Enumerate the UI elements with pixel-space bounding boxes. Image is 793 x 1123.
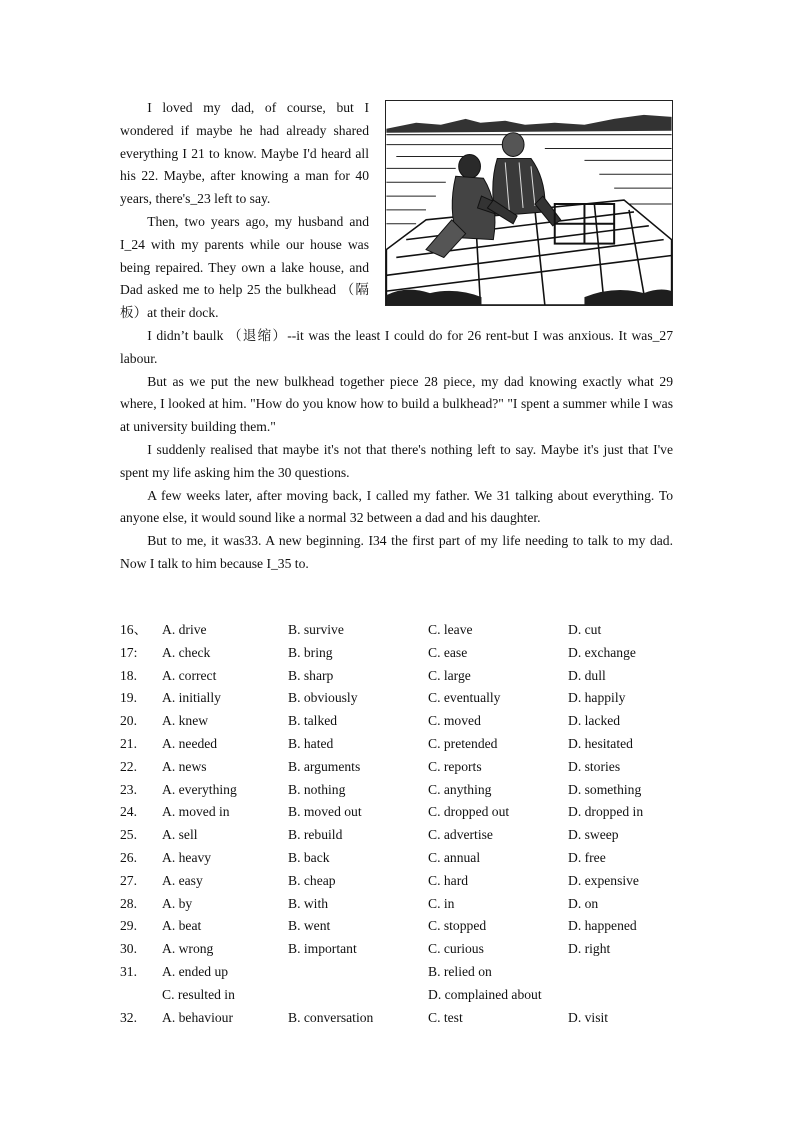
question-number: 32. — [120, 1009, 137, 1025]
question-number: 31. — [120, 963, 137, 979]
option-a: A. check — [162, 644, 211, 660]
question-row-17 — [120, 642, 680, 665]
option-b: B. cheap — [288, 872, 336, 888]
option-d: D. sweep — [568, 827, 619, 843]
option-b: B. rebuild — [288, 827, 343, 843]
option-d: D. expensive — [568, 872, 639, 888]
option-c: C. annual — [428, 849, 481, 865]
option-d: D. lacked — [568, 713, 621, 729]
option-d: D. exchange — [568, 644, 636, 660]
option-d: D. happened — [568, 918, 637, 934]
question-row-25 — [120, 824, 680, 847]
option-b: B. back — [288, 849, 330, 865]
option-b: B. with — [288, 895, 329, 911]
option-a: A. by — [162, 895, 193, 911]
option-a: A. needed — [162, 735, 218, 751]
option-b: B. went — [288, 918, 331, 934]
question-number: 17: — [120, 644, 138, 660]
question-row-18 — [120, 665, 680, 688]
question-row-27 — [120, 870, 680, 893]
question-row-28 — [120, 893, 680, 916]
question-row-31-line-2 — [120, 984, 680, 1007]
option-b: B. nothing — [288, 781, 346, 797]
question-row-31-line-1 — [120, 961, 680, 984]
question-row-29 — [120, 915, 680, 938]
option-d: D. dull — [568, 667, 606, 683]
option-b: B. hated — [288, 735, 334, 751]
paragraph-3: I didn’t baulk （退缩）--it was the least I could do for 26 rent-but I was anxious. It was_27 labour. — [120, 327, 673, 366]
question-number: 28. — [120, 895, 137, 911]
option-b: B. bring — [288, 644, 333, 660]
option-c: C. dropped out — [428, 804, 510, 820]
option-d: D. free — [568, 849, 606, 865]
option-c: C. resulted in — [162, 986, 235, 1002]
question-number: 25. — [120, 827, 137, 843]
illustration-drawing — [386, 101, 672, 305]
option-a: A. easy — [162, 872, 203, 888]
option-a: A. moved in — [162, 804, 230, 820]
option-a: A. initially — [162, 690, 221, 706]
option-a: A. wrong — [162, 941, 214, 957]
option-b: B. sharp — [288, 667, 334, 683]
question-number: 18. — [120, 667, 137, 683]
option-c: C. advertise — [428, 827, 493, 843]
question-row-19 — [120, 687, 680, 710]
option-c: C. pretended — [428, 735, 498, 751]
option-d: D. dropped in — [568, 804, 644, 820]
option-d: D. stories — [568, 758, 621, 774]
question-row-23 — [120, 779, 680, 802]
question-number: 16、 — [120, 622, 148, 637]
question-row-16 — [120, 619, 680, 642]
paragraph-2: Then, two years ago, my husband and I_24 with my parents while our house was being repaired. They own a lake house, and Dad asked me to help 25 the bulkhead （隔板）at their dock. — [120, 213, 369, 321]
question-number: 29. — [120, 918, 137, 934]
question-row-20 — [120, 710, 680, 733]
question-number: 19. — [120, 690, 137, 706]
option-c: C. in — [428, 895, 455, 911]
question-number: 30. — [120, 941, 137, 957]
question-number: 20. — [120, 713, 137, 729]
question-row-30 — [120, 938, 680, 961]
option-d: D. right — [568, 941, 611, 957]
question-number: 22. — [120, 758, 137, 774]
question-row-32 — [120, 1007, 680, 1030]
option-b: B. talked — [288, 713, 338, 729]
option-c: C. curious — [428, 941, 484, 957]
option-d: D. hesitated — [568, 735, 633, 751]
paragraph-5: I suddenly realised that maybe it's not that there's nothing left to say. Maybe it's just that I've spent my life asking him the 30 questions. — [120, 441, 673, 480]
option-a: A. ended up — [162, 963, 229, 979]
option-d: D. happily — [568, 690, 626, 706]
option-a: A. drive — [162, 622, 207, 637]
option-d: D. cut — [568, 622, 602, 637]
option-d: D. on — [568, 895, 599, 911]
father-daughter-building-bulkhead-illustration — [385, 100, 673, 306]
option-c: C. eventually — [428, 690, 501, 706]
option-a: A. knew — [162, 713, 209, 729]
option-b: B. obviously — [288, 690, 358, 706]
option-b: B. survive — [288, 622, 344, 637]
option-c: C. reports — [428, 758, 482, 774]
option-c: C. hard — [428, 872, 469, 888]
option-d: D. something — [568, 781, 642, 797]
option-a: A. heavy — [162, 849, 212, 865]
option-d: D. complained about — [428, 986, 542, 1002]
question-row-22 — [120, 756, 680, 779]
option-a: A. everything — [162, 781, 237, 797]
question-number: 27. — [120, 872, 137, 888]
option-b: B. important — [288, 941, 357, 957]
option-c: C. stopped — [428, 918, 487, 934]
option-d: D. visit — [568, 1009, 609, 1025]
option-a: A. behaviour — [162, 1009, 233, 1025]
question-number: 21. — [120, 735, 137, 751]
question-row-24 — [120, 801, 680, 824]
question-number: 24. — [120, 804, 137, 820]
question-number: 26. — [120, 849, 137, 865]
question-row-21 — [120, 733, 680, 756]
option-a: A. news — [162, 758, 207, 774]
option-b: B. relied on — [428, 963, 492, 979]
paragraph-1: I loved my dad, of course, but I wondered if maybe he had already shared everything I 21 to know. Maybe I'd heard all his 22. Maybe, after knowing a man for 40 years, there's_23 left to say. — [120, 100, 369, 207]
option-b: B. conversation — [288, 1009, 374, 1025]
option-c: C. large — [428, 667, 471, 683]
option-a: A. sell — [162, 827, 198, 843]
option-a: A. beat — [162, 918, 202, 934]
paragraph-4: But as we put the new bulkhead together piece 28 piece, my dad knowing exactly what 29 where, I looked at him. "How do you know how to build a bulkhead?" "I spent a summer while I was at university building them." — [120, 373, 673, 435]
reading-passage — [120, 97, 673, 576]
paragraph-7: But to me, it was33. A new beginning. I34 the first part of my life needing to talk to my dad. Now I talk to him because I_35 to. — [120, 533, 673, 571]
option-c: C. ease — [428, 644, 468, 660]
option-c: C. anything — [428, 781, 492, 797]
option-c: C. leave — [428, 622, 473, 637]
option-b: B. arguments — [288, 758, 361, 774]
question-number: 23. — [120, 781, 137, 797]
option-c: C. moved — [428, 713, 481, 729]
option-b: B. moved out — [288, 804, 362, 820]
answer-options — [120, 619, 680, 1029]
option-c: C. test — [428, 1009, 463, 1025]
option-a: A. correct — [162, 667, 217, 683]
question-row-26 — [120, 847, 680, 870]
paragraph-6: A few weeks later, after moving back, I called my father. We 31 talking about everything. To anyone else, it would sound like a normal 32 between a dad and his daughter. — [120, 487, 673, 526]
